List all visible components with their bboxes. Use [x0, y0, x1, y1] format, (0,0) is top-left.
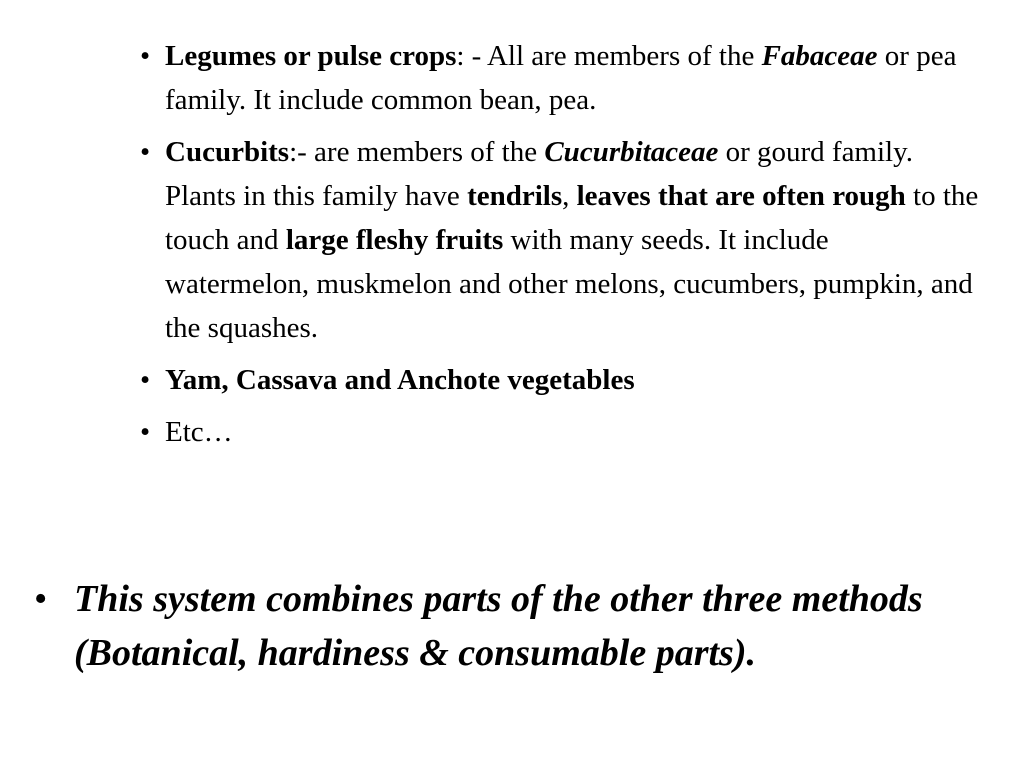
- bullet-icon: •: [140, 136, 151, 168]
- cucurbits-text-3: ,: [562, 180, 577, 212]
- etc-text: Etc…: [165, 416, 233, 448]
- bullet-icon: •: [140, 416, 151, 448]
- legumes-text-1: : - All are members of the: [456, 40, 762, 72]
- cucurbits-text-1: :- are members of the: [289, 136, 545, 168]
- list-item-yam: [140, 358, 980, 402]
- keyword-rough-leaves: leaves that are often rough: [576, 180, 906, 212]
- cucurbits-text-4: to the touch and: [165, 180, 979, 256]
- list-item-system-summary: [34, 572, 994, 680]
- term-legumes: Legumes or pulse crops: [165, 40, 457, 72]
- main-bullet-list: [34, 572, 994, 680]
- summary-text: This system combines parts of the other three methods (Botanical, hardiness & consumable parts).: [74, 578, 923, 674]
- list-item-etc: [140, 410, 980, 454]
- family-cucurbitaceae: Cucurbitaceae: [544, 136, 719, 168]
- list-item-legumes: [140, 34, 980, 122]
- term-cucurbits: Cucurbits: [165, 136, 290, 168]
- legumes-text-2: or pea family. It include common bean, pea.: [165, 40, 957, 116]
- list-item-cucurbits: [140, 130, 980, 350]
- family-fabaceae: Fabaceae: [761, 40, 878, 72]
- keyword-fleshy-fruits: large fleshy fruits: [285, 224, 504, 256]
- sub-bullet-list: [140, 34, 980, 462]
- bullet-icon: •: [140, 40, 151, 72]
- cucurbits-text-5: with many seeds. It include watermelon, muskmelon and other melons, cucumbers, pumpkin, and the squashes.: [165, 224, 973, 344]
- cucurbits-text-2: or gourd family. Plants in this family have: [165, 136, 913, 212]
- bullet-icon: •: [140, 364, 151, 396]
- keyword-tendrils: tendrils: [467, 180, 563, 212]
- bullet-icon: •: [34, 578, 48, 620]
- term-yam-cassava-anchote: Yam, Cassava and Anchote vegetables: [165, 364, 635, 396]
